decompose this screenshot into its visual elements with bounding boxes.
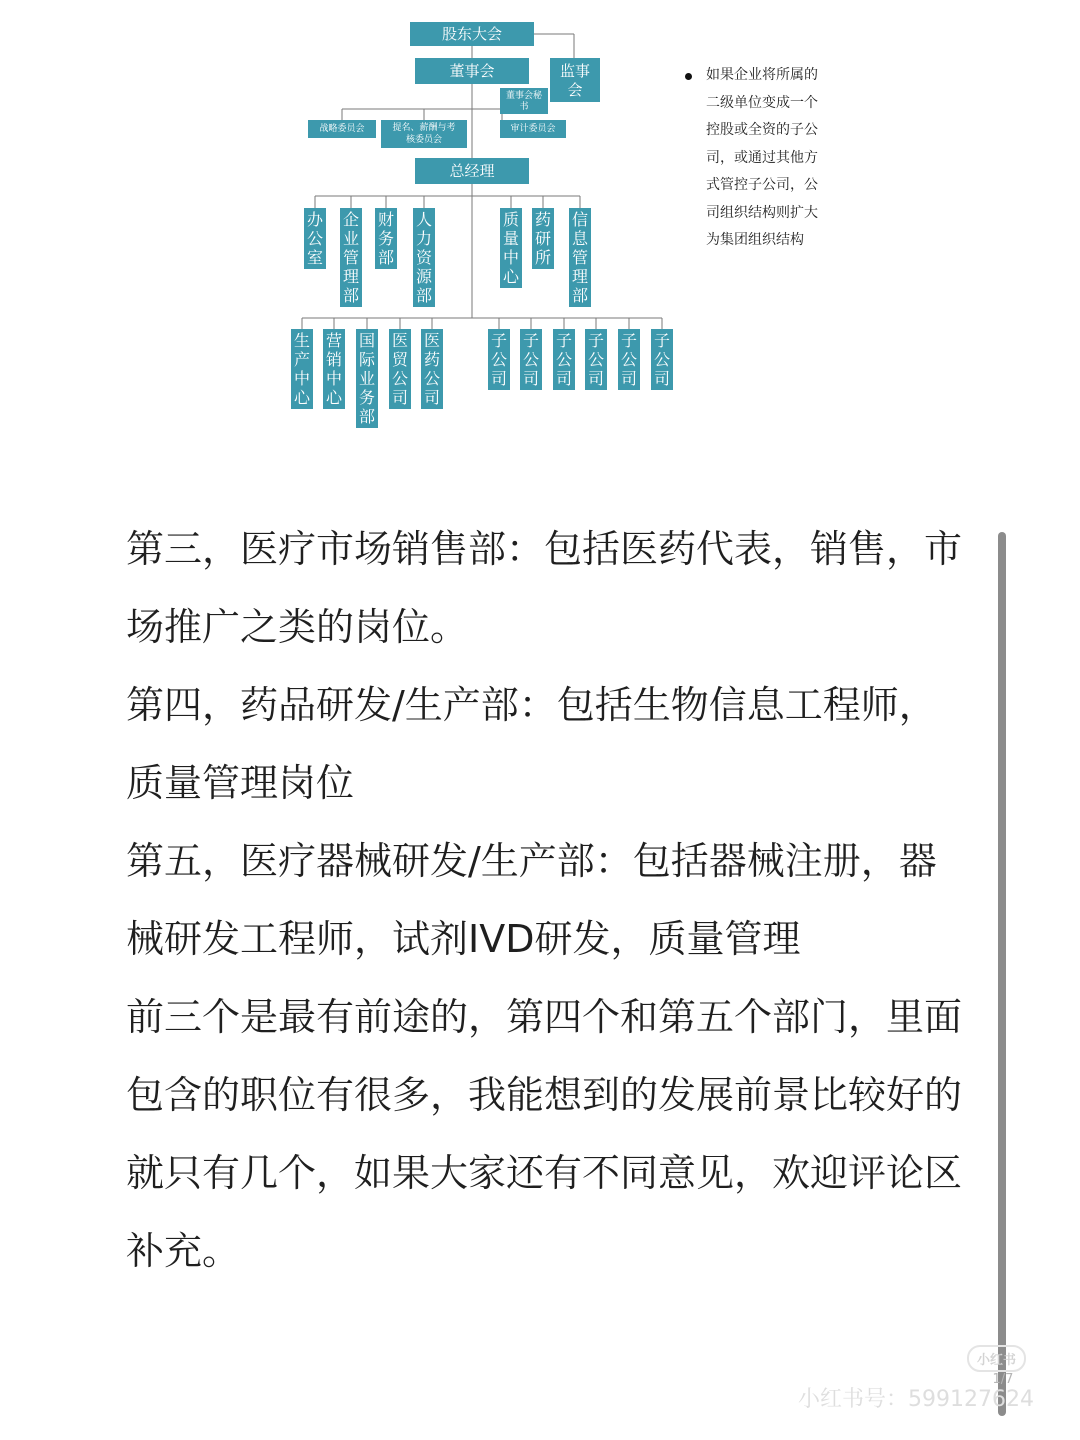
node-unit-char: 际 [358,350,376,369]
node-subsidiary [488,329,510,390]
node-department-char: 息 [571,229,589,248]
node-department-char: 管 [571,248,589,267]
node-unit-char: 贸 [391,350,409,369]
node-nomination-committee [381,120,467,148]
node-subsidiary-char: 公 [653,350,671,369]
node-unit-char: 国 [358,331,376,350]
node-unit-char: 生 [293,331,311,350]
node-department-char: 财 [377,210,395,229]
node-unit-char: 中 [293,369,311,388]
node-strategy-committee-label: 战略委员会 [319,124,365,134]
node-department-char: 药 [534,210,552,229]
node-shareholders [410,22,534,46]
node-subsidiary-char: 司 [587,369,605,388]
node-department-char: 室 [306,248,324,267]
node-department-char: 力 [415,229,433,248]
node-subsidiary-char: 公 [587,350,605,369]
node-supervisors [550,58,600,102]
node-department [304,208,326,269]
node-department-char: 心 [502,267,520,286]
node-subsidiary-char: 公 [522,350,540,369]
node-department-char: 管 [342,248,360,267]
node-department-char: 人 [415,210,433,229]
node-unit-char: 心 [325,388,343,407]
node-department-char: 研 [534,229,552,248]
chart-note-line: 为集团组织结构 [706,232,804,248]
node-department-char: 理 [342,267,360,286]
node-subsidiary [618,329,640,390]
chart-note-line: 控股或全资的子公 [706,122,818,138]
node-department-char: 部 [571,286,589,305]
node-subsidiary-char: 子 [490,331,508,350]
node-department-char: 企 [342,210,360,229]
node-subsidiary-char: 子 [653,331,671,350]
node-subsidiary [553,329,575,390]
page-indicator: 1/7 [992,1372,1014,1387]
node-unit-char: 公 [423,369,441,388]
node-unit-char: 医 [423,331,441,350]
node-unit [356,329,378,428]
node-department-char: 质 [502,210,520,229]
node-shareholders-label: 股东大会 [441,25,503,43]
paragraph-sales: 第三，医疗市场销售部：包括医药代表，销售，市场推广之类的岗位。 [126,527,963,649]
node-unit [323,329,345,409]
node-supervisors-line-1: 监事 [559,62,591,80]
node-strategy-committee [308,120,376,138]
org-chart [262,14,682,434]
node-department-char: 务 [377,229,395,248]
node-unit-char: 中 [325,369,343,388]
chart-note-line: 司组织结构则扩大 [706,204,818,221]
node-audit-committee [500,120,566,138]
chart-note-line: 司，或通过其他方 [706,149,818,166]
node-unit-char: 司 [423,388,441,407]
node-nomination-committee-line-2: 核委员会 [405,135,443,145]
node-unit-char: 心 [293,388,311,407]
node-department-char: 所 [534,248,552,267]
node-board [415,58,529,84]
node-unit-char: 公 [391,369,409,388]
watermark-account: 小红书号：599127624 [798,1387,1034,1412]
node-department-char: 办 [306,210,324,229]
node-unit-char: 部 [358,407,376,426]
node-unit [421,329,443,409]
node-subsidiary [651,329,673,390]
node-subsidiary [520,329,542,390]
node-unit-char: 务 [358,388,376,407]
node-board-secretary-line-1: 董事会秘 [505,91,543,101]
node-subsidiary-char: 子 [522,331,540,350]
bullet-icon [685,73,692,80]
node-unit-char: 药 [423,350,441,369]
node-subsidiary-char: 公 [555,350,573,369]
node-department-char: 资 [415,248,433,267]
node-subsidiary-char: 司 [620,369,638,388]
node-subsidiary-char: 司 [555,369,573,388]
node-board-label: 董事会 [449,62,495,80]
node-unit-char: 销 [325,350,343,369]
chart-note-line: 二级单位变成一个 [706,94,818,111]
node-department-char: 理 [571,267,589,286]
node-department [375,208,397,269]
node-unit [389,329,411,409]
node-department-char: 中 [502,248,520,267]
node-subsidiary-char: 司 [522,369,540,388]
node-department-char: 部 [415,286,433,305]
node-subsidiary-char: 子 [620,331,638,350]
node-subsidiary-char: 司 [653,369,671,388]
scrollbar[interactable] [998,532,1006,1416]
node-unit [291,329,313,409]
node-general-manager [415,158,529,184]
node-unit-char: 营 [325,331,343,350]
node-subsidiary-char: 公 [620,350,638,369]
node-subsidiary-char: 子 [587,331,605,350]
node-department-char: 量 [502,229,520,248]
node-board-secretary-line-2: 书 [519,102,529,112]
node-department-char: 部 [377,248,395,267]
watermark-logo: 小红书 [967,1345,1026,1372]
node-department-char: 公 [306,229,324,248]
node-department [569,208,591,307]
node-department [532,208,554,269]
node-nomination-committee-line-1: 提名、薪酬与考 [392,123,456,133]
node-general-manager-label: 总经理 [449,162,495,180]
article-body [126,510,966,1290]
paragraph-drug-rd: 第四，药品研发/生产部：包括生物信息工程师，质量管理岗位 [126,683,937,805]
node-unit-char: 司 [391,388,409,407]
node-department-char: 源 [415,267,433,286]
node-subsidiary [585,329,607,390]
node-department [413,208,435,307]
node-unit-char: 产 [293,350,311,369]
chart-note-line: 如果企业将所属的 [706,67,818,83]
node-department-char: 部 [342,286,360,305]
node-department-char: 业 [342,229,360,248]
node-subsidiary-char: 司 [490,369,508,388]
node-unit-char: 业 [358,369,376,388]
node-subsidiary-char: 子 [555,331,573,350]
node-board-secretary [500,88,548,114]
node-department [500,208,522,288]
chart-note-line: 式管控子公司，公 [706,177,818,193]
node-department-char: 信 [571,210,589,229]
node-supervisors-line-2: 会 [567,81,583,99]
node-subsidiary-char: 公 [490,350,508,369]
chart-note [685,62,845,255]
node-audit-committee-label: 审计委员会 [510,124,556,134]
node-unit-char: 医 [391,331,409,350]
paragraph-device-rd: 第五，医疗器械研发/生产部：包括器械注册，器械研发工程师，试剂IVD研发，质量管理 [126,839,937,961]
node-department [340,208,362,307]
paragraph-summary: 前三个是最有前途的，第四个和第五个部门，里面包含的职位有很多，我能想到的发展前景比较好的就只有几个，如果大家还有不同意见，欢迎评论区补充。 [126,995,963,1273]
